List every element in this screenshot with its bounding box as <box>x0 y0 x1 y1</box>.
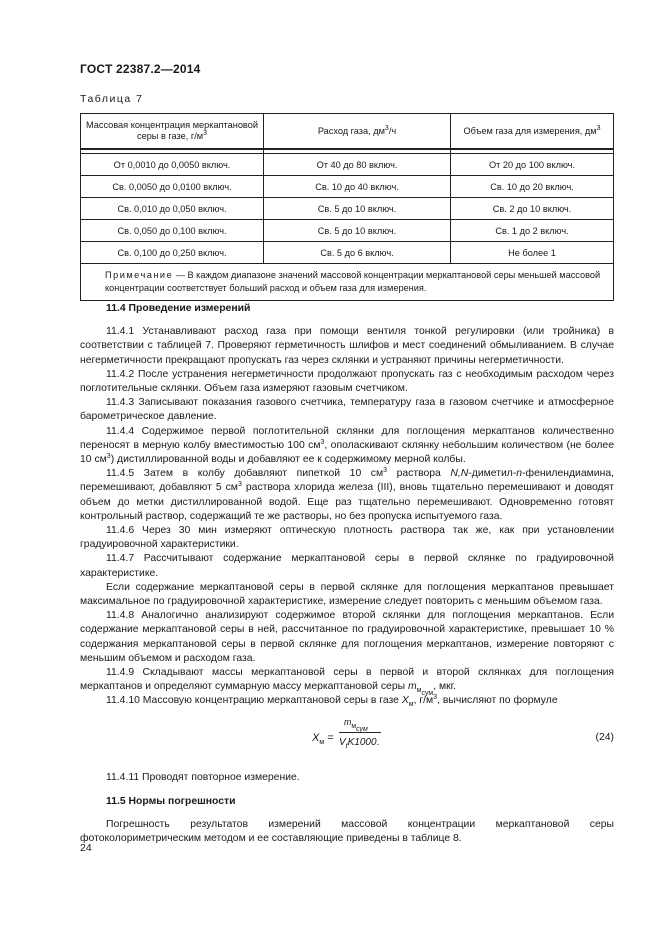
formula-numerator: $m_{м_{сум}}$ <box>344 716 368 733</box>
formula-24 <box>80 715 614 763</box>
table-cell: Св. 0,050 до 0,100 включ. <box>81 220 264 242</box>
column-header-flow: Расход газа, $дм^3/ч$ <box>264 114 451 150</box>
section-title-11-5: 11.5 Нормы погрешности <box>106 795 236 807</box>
table-cell: Св. 10 до 20 включ. <box>451 176 614 198</box>
paragraph-11-4-8: 11.4.8 Аналогично анализируют содержимое второй склянки для поглощения меркаптанов. Если содержание меркаптановой серы в ней, рассчитанное по градуировочной характеристике, превышает 10 % содержания меркаптановой серы в первой склянке для поглощения меркаптанов, измерение повторяют с меньшим объемом и расходом газа. <box>80 610 614 664</box>
table-row <box>81 154 614 176</box>
paragraph-11-4-11: 11.4.11 Проводят повторное измерение. <box>106 771 300 783</box>
paragraph-11-4-4: 11.4.4 Содержимое первой поглотительной склянки для поглощения меркаптанов количественно переносят в мерную колбу вместимостью 100 $см^3$, ополаскивают склянку небольшим количеством (не более 10 $см^3$) дистиллированной воды и добавляют ее к содержимому мерной колбы. <box>80 425 614 466</box>
table-7 <box>80 113 614 301</box>
paragraph-11-4-3: 11.4.3 Записывают показания газового счетчика, температуру газа в газовом счетчике и атмосферное барометрическое давление. <box>80 397 614 423</box>
table-cell: Св. 2 до 10 включ. <box>451 198 614 220</box>
table-note <box>81 264 614 301</box>
note-label: Примечание <box>105 270 174 280</box>
page-number: 24 <box>80 842 92 854</box>
standard-header: ГОСТ 22387.2—2014 <box>80 62 201 76</box>
table-cell: От 40 до 80 включ. <box>264 154 451 176</box>
table-cell: Не более 1 <box>451 242 614 264</box>
table-cell: Св. 10 до 40 включ. <box>264 176 451 198</box>
formula-lhs: $X_м$ = <box>312 731 334 746</box>
formula-denominator: $V_tK1000$. <box>339 736 380 750</box>
paragraph-11-5: Погрешность результатов измерений массовой концентрации меркаптановой серы фотоколориметрическим методом и ее составляющие приведены в таблице 8. <box>80 819 614 845</box>
table-note-row <box>81 264 614 301</box>
table-cell: Св. 0,0050 до 0,0100 включ. <box>81 176 264 198</box>
column-header-concentration: Массовая концентрация меркаптановой серы в газе, $г/м^3$ <box>81 114 264 150</box>
paragraph-11-4-6: 11.4.6 Через 30 мин измеряют оптическую плотность раствора так же, как при установлении градуировочной характеристики. <box>80 525 614 551</box>
paragraph-11-4-10: 11.4.10 Массовую концентрацию меркаптановой серы в газе $X_м$, $г/м^3$, вычисляют по формуле <box>106 694 558 709</box>
table-row <box>81 242 614 264</box>
table-cell: Св. 5 до 6 включ. <box>264 242 451 264</box>
table-cell: Св. 0,010 до 0,050 включ. <box>81 198 264 220</box>
paragraph-11-4-2: 11.4.2 После устранения негерметичности продолжают пропускать газ с необходимым расходом через поглотительные склянки. Объем газа измеряют газовым счетчиком. <box>80 368 614 395</box>
table-cell: Св. 1 до 2 включ. <box>451 220 614 242</box>
paragraph-11-4-1: 11.4.1 Устанавливают расход газа при помощи вентиля тонкой регулировки (или тройника) в соответствии с таблицей 7. Проверяют герметичность шлифов и мест соединений обмыливанием. В случае негерметичности прекращают пропускать газ через склянки и устраняют причины негерметичности. <box>80 326 614 366</box>
formula-number: (24) <box>595 731 614 743</box>
column-header-volume: Объем газа для измерения, $дм^3$ <box>451 114 614 150</box>
paragraph-11-4-7: 11.4.7 Рассчитывают содержание меркаптановой серы в первой склянке по градуировочной характеристике. <box>80 553 614 579</box>
paragraph-11-4-5: 11.4.5 Затем в колбу добавляют пипеткой 10 $см^3$ раствора N,N-диметил-n-фенилендиамина, перемешивают, добавляют 5 $см^3$ раствора хлорида железа (III), вновь тщательно перемешивают и доводят объем до метки дистиллированной водой. Еще раз тщательно перемешивают. Одновременно готовят контрольный раствор, содержащий те же растворы, но без пропуска испытуемого газа. <box>80 467 614 522</box>
table-row <box>81 198 614 220</box>
note-text: — В каждом диапазоне значений массовой концентрации меркаптановой серы меньшей массовой концентрации соответствует больший расход и объем газа для измерения. <box>105 270 601 293</box>
table-row <box>81 220 614 242</box>
table-cell: Св. 5 до 10 включ. <box>264 220 451 242</box>
body-text <box>80 302 614 847</box>
paragraph-11-4-7-cont: Если содержание меркаптановой серы в первой склянке для поглощения меркаптанов превышает максимальное по градуировочной характеристике, измерение следует повторить с меньшим объемом газа. <box>80 581 614 608</box>
table-cell: От 0,0010 до 0,0050 включ. <box>81 154 264 176</box>
table-cell: От 20 до 100 включ. <box>451 154 614 176</box>
table-row <box>81 176 614 198</box>
table-cell: Св. 0,100 до 0,250 включ. <box>81 242 264 264</box>
table-cell: Св. 5 до 10 включ. <box>264 198 451 220</box>
table-header-row <box>81 114 614 150</box>
fraction-line <box>339 732 381 733</box>
paragraph-11-4-9: 11.4.9 Складывают массы меркаптановой серы в первой и второй склянках для поглощения меркаптанов и определяют суммарную массу меркаптановой серы $m_{м_{сум}}$, мкг. <box>80 667 614 698</box>
section-title-11-4: 11.4 Проведение измерений <box>106 303 251 314</box>
table-caption: Таблица 7 <box>80 93 144 105</box>
